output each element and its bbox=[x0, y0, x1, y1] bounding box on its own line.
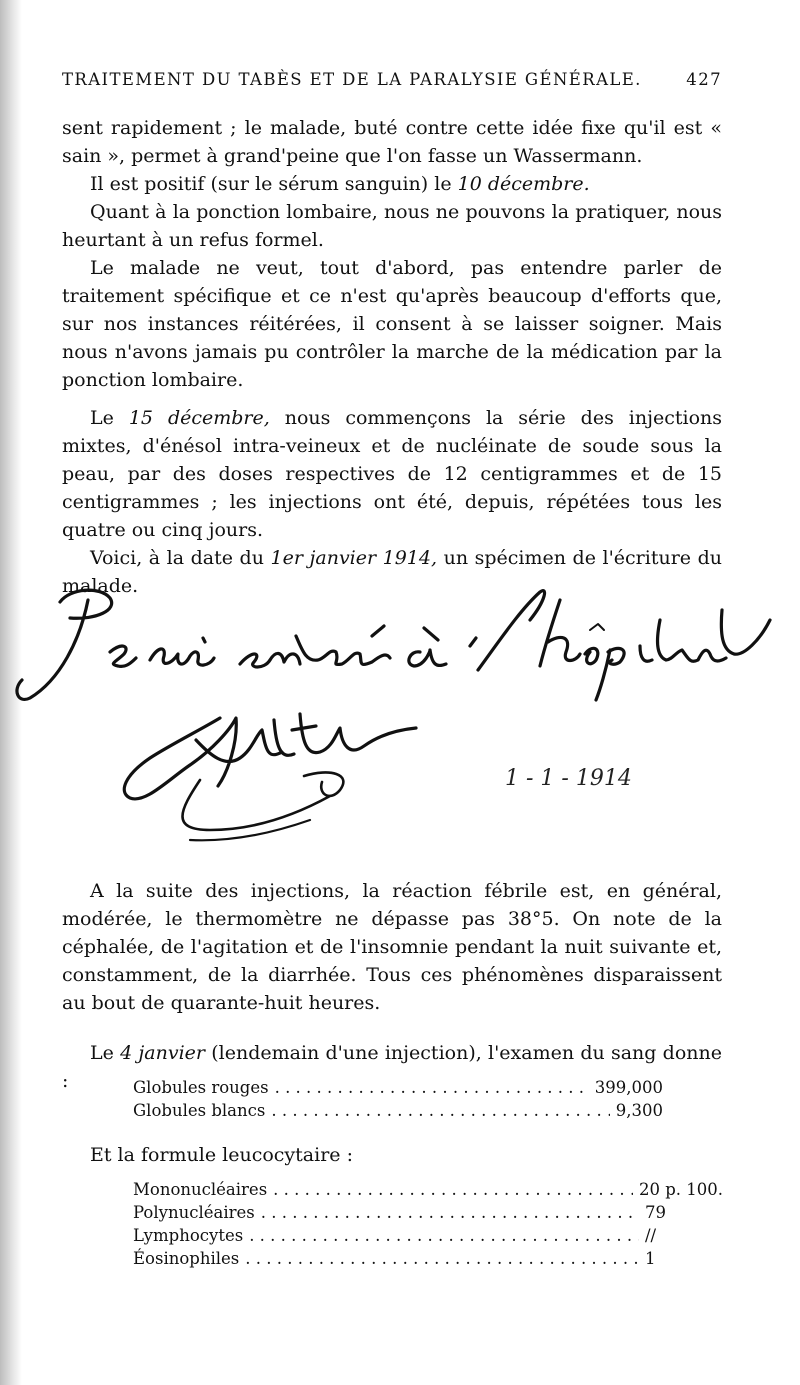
table-row: Globules rouges . . . 399,000 bbox=[133, 1078, 663, 1101]
paragraph: sent rapidement ; le malade, buté contre cette idée fixe qu'il est « sain », permet à grand'peine que l'on fasse un Wassermann. bbox=[62, 117, 722, 167]
running-title: TRAITEMENT DU TABÈS ET DE LA PARALYSIE GÉNÉRALE. bbox=[62, 70, 642, 89]
text-block-middle bbox=[62, 877, 722, 1095]
page-number: 427 bbox=[686, 70, 722, 89]
paragraph: Voici, à la date du 1er janvier 1914, un spécimen de l'écriture du malade. bbox=[62, 547, 722, 597]
handwriting-specimen bbox=[0, 580, 800, 860]
paragraph: Le 15 décembre, nous commençons la série des injections mixtes, d'énésol intra-veineux et de nucléinate de soude sous la peau, par des doses respectives de 12 centigrammes et de 15 centigrammes ; les injections ont été, depuis, répétées tous les quatre ou cinq jours. bbox=[62, 407, 722, 541]
table-row: Éosinophiles . . . 1 bbox=[133, 1249, 723, 1272]
running-header bbox=[62, 70, 722, 89]
paragraph: Il est positif (sur le sérum sanguin) le 10 décembre. bbox=[90, 173, 590, 195]
paragraph: A la suite des injections, la réaction fébrile est, en général, modérée, le thermomètre ne dépasse pas 38°5. On note de la céphalée, de l'agitation et de l'insomnie pendant la nuit suivante et, constamment, de la diarrhée. Tous ces phénomènes disparaissent au bout de quarante-huit heures. bbox=[62, 880, 722, 1014]
formula-intro: Et la formule leucocytaire : bbox=[90, 1144, 353, 1166]
blood-count-table bbox=[133, 1078, 663, 1124]
table-row: Polynucléaires . . . 79 bbox=[133, 1203, 723, 1226]
paragraph: Quant à la ponction lombaire, nous ne pouvons la pratiquer, nous heurtant à un refus formel. bbox=[62, 201, 722, 251]
text-block-top bbox=[62, 114, 722, 600]
paragraph: Le malade ne veut, tout d'abord, pas entendre parler de traitement spécifique et ce n'est qu'après beaucoup d'efforts que, sur nos instances réitérées, il consent à se laisser soigner. Mais nous n'avons jamais pu contrôler la marche de la médication par la ponction lombaire. bbox=[62, 257, 722, 391]
leucocyte-formula-table bbox=[133, 1180, 723, 1272]
table-row: Globules blancs . . . 9,300 bbox=[133, 1101, 663, 1124]
handwritten-date: 1 - 1 - 1914 bbox=[505, 766, 632, 791]
table-row: Mononucléaires . . . 20 p. 100. bbox=[133, 1180, 723, 1203]
table-row: Lymphocytes . . . // bbox=[133, 1226, 723, 1249]
paragraph: Le 4 janvier (lendemain d'une injection), l'examen du sang donne : bbox=[62, 1042, 722, 1092]
